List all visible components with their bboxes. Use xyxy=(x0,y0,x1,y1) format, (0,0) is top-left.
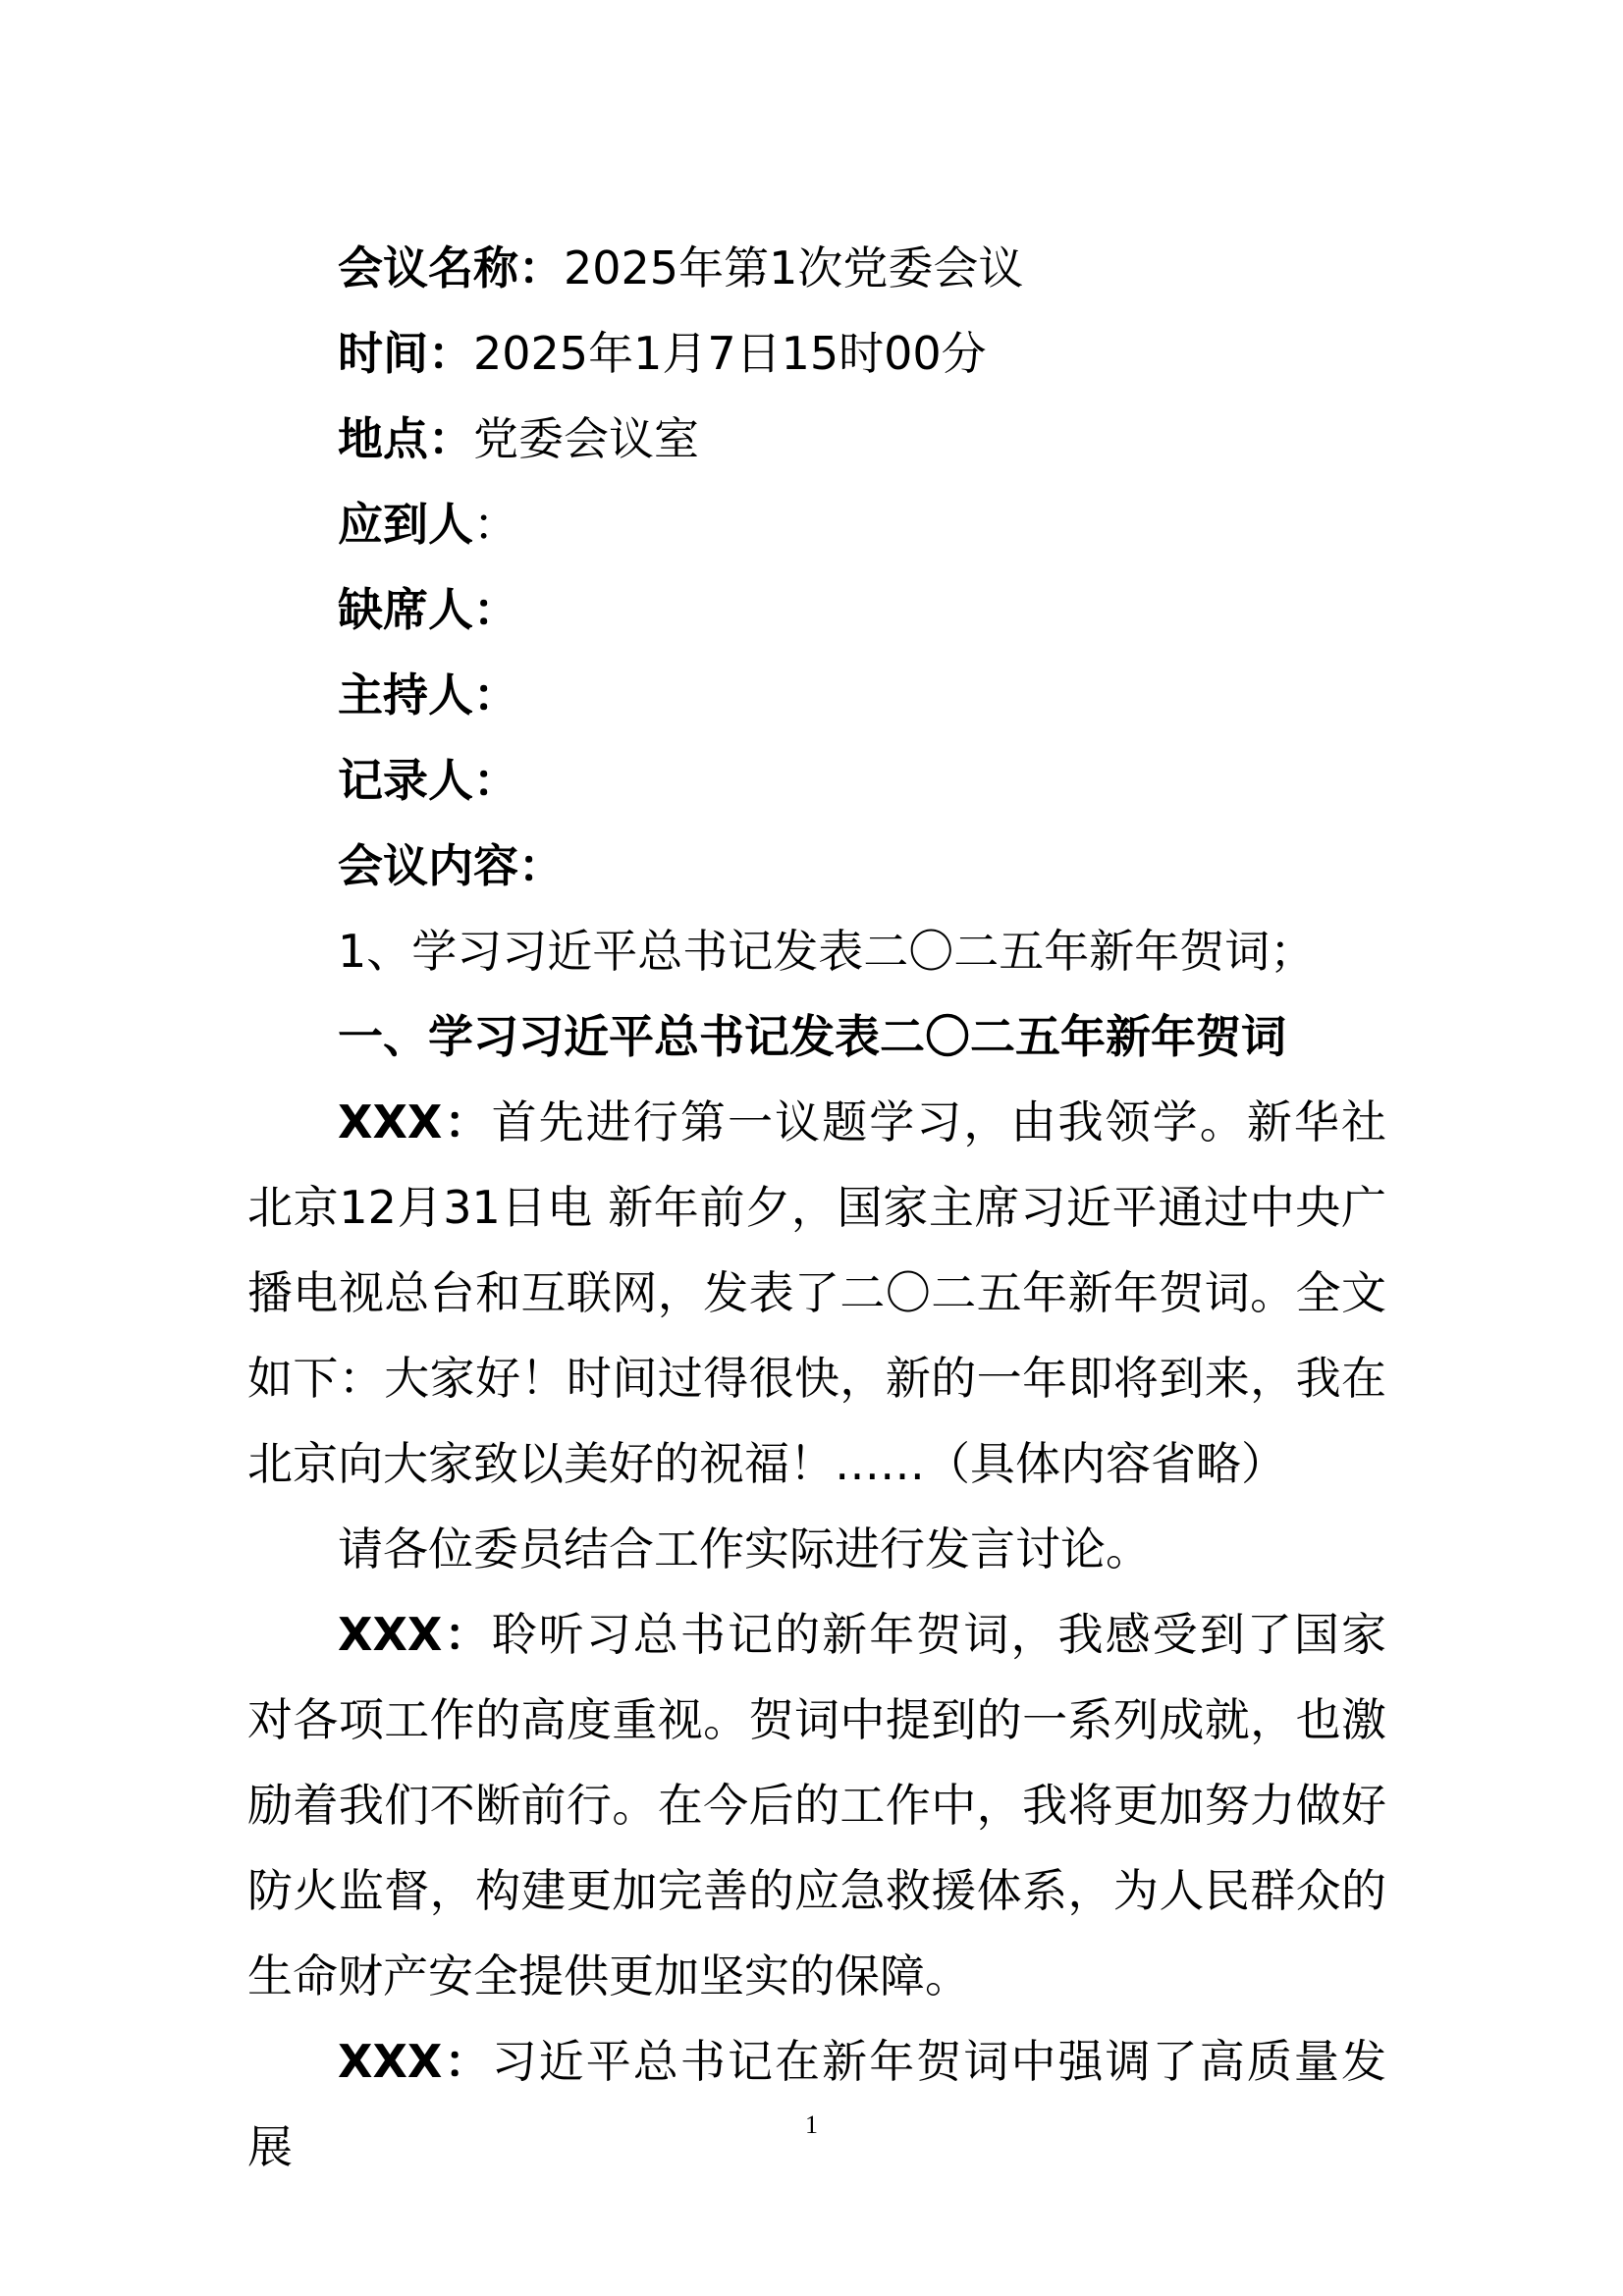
field-label: 主持人： xyxy=(338,668,518,721)
speech-text: 首先进行第一议题学习，由我领学。新华社北京12月31日电 新年前夕，国家主席习近平通过中央广播电视总台和互联网，发表了二〇二五年新年贺词。全文如下：大家好！时间过得很快，新的一年即将到来，我在北京向大家致以美好的祝福！……（具体内容省略） xyxy=(247,1095,1386,1490)
field-label: 会议名称： xyxy=(338,241,564,294)
field-value: 党委会议室 xyxy=(473,412,699,465)
section-heading: 一、学习习近平总书记发表二〇二五年新年贺词 xyxy=(338,1010,1286,1063)
speech-paragraph xyxy=(247,1080,1386,1507)
absentees-field xyxy=(247,567,1386,653)
agenda-item: 1、学习习近平总书记发表二〇二五年新年贺词； xyxy=(338,925,1316,978)
field-value: 2025年1月7日15时00分 xyxy=(473,327,987,380)
field-label: 会议内容： xyxy=(338,839,564,892)
speech-text: 习近平总书记在新年贺词中强调了高质量发展 xyxy=(247,2035,1386,2173)
expected-attendees-field xyxy=(247,482,1386,567)
speaker-label: XXX： xyxy=(338,2035,492,2088)
document-content xyxy=(247,226,1386,2190)
recorder-field xyxy=(247,738,1386,824)
page-number: 1 xyxy=(805,2110,818,2139)
speech-text: 请各位委员结合工作实际进行发言讨论。 xyxy=(338,1522,1151,1575)
meeting-time-field xyxy=(247,311,1386,397)
field-label: 缺席人： xyxy=(338,583,518,636)
host-field xyxy=(247,653,1386,738)
discussion-prompt xyxy=(247,1507,1386,1592)
field-value: 2025年第1次党委会议 xyxy=(564,241,1024,294)
field-value: ： xyxy=(473,498,518,551)
speaker-label: XXX： xyxy=(338,1095,492,1148)
field-label: 地点： xyxy=(338,412,473,465)
speech-paragraph xyxy=(247,2019,1386,2190)
speech-text: 聆听习总书记的新年贺词，我感受到了国家对各项工作的高度重视。贺词中提到的一系列成就，也激励着我们不断前行。在今后的工作中，我将更加努力做好防火监督，构建更加完善的应急救援体系，为人民群众的生命财产安全提供更加坚实的保障。 xyxy=(247,1608,1386,2002)
field-label: 应到人 xyxy=(338,498,473,551)
meeting-name-field xyxy=(247,226,1386,311)
field-label: 时间： xyxy=(338,327,473,380)
meeting-content-field xyxy=(247,824,1386,909)
speaker-label: XXX： xyxy=(338,1608,492,1661)
field-label: 记录人： xyxy=(338,754,518,807)
meeting-location-field xyxy=(247,397,1386,482)
speech-paragraph xyxy=(247,1592,1386,2019)
